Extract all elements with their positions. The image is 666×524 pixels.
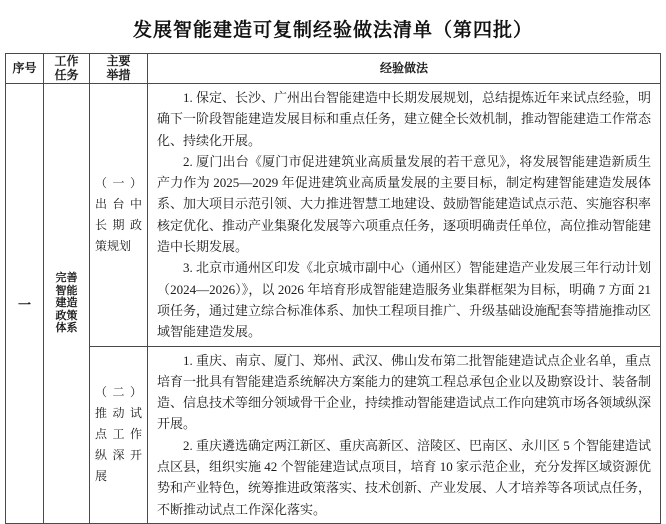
table-row-section-1	[6, 84, 661, 347]
task-line: 体系	[55, 322, 78, 335]
practice-cell-2	[148, 346, 661, 523]
task-line: 政策	[55, 309, 78, 322]
practice-paragraph: 1. 重庆、南京、厦门、郑州、武汉、佛山发布第二批智能建造试点企业名单，重点培育一批具有智能建造系统解决方案能力的建筑工程总承包企业以及勘察设计、装备制造、信息技术等细分领域骨干企业，持续推动智能建造试点工作向建筑市场各领域纵深开展。	[157, 352, 652, 432]
practice-paragraph: 2. 重庆遴选确定两江新区、重庆高新区、涪陵区、巴南区、永川区 5 个智能建造试点区县，组织实施 42 个智能建造试点项目，培育 10 家示范企业，充分发挥区域资源优势和产业特色，统筹推进政策落实、技术创新、产业发展、人才培养等各项试点任务，不断推动试点工作深化落实。	[157, 437, 652, 517]
header-index-label: 序号	[12, 60, 37, 75]
header-task-line: 工作	[54, 54, 79, 68]
table-row-section-2	[6, 346, 661, 523]
table-header-row	[6, 54, 661, 84]
practice-paragraph: 2. 厦门出台《厦门市促进建筑业高质量发展的若干意见》，将发展智能建造新质生产力作为 2025—2029 年促进建筑业高质量发展的主要目标，制定构建智能建造发展体系、加大项目示范引领、大力推进智慧工地建设、鼓励智能建造试点示范、实施容积率核定优化、推动产业集聚化发展等六项重点任务，逐项明确责任单位，高位推动智能建造中长期发展。	[157, 153, 652, 255]
header-task	[44, 54, 90, 84]
header-measure-line: 举措	[106, 67, 131, 82]
task-line: 智能	[55, 284, 78, 297]
practice-cell-1	[148, 84, 661, 347]
task-cell	[44, 84, 90, 524]
header-index	[6, 54, 44, 84]
measure-cell-1: （一）出台中长期政策规划	[90, 84, 148, 347]
index-value: 一	[17, 296, 31, 312]
header-practice-label: 经验做法	[379, 60, 428, 75]
practice-paragraph: 1. 保定、长沙、广州出台智能建造中长期发展规划，总结提炼近年来试点经验，明确下一阶段智能建造发展目标和重点任务，建立健全长效机制，推动智能建造工作常态化、持续化开展。	[157, 90, 652, 148]
index-cell	[6, 84, 44, 524]
task-line: 完善	[55, 272, 78, 285]
header-measure	[90, 54, 148, 84]
header-practice	[148, 54, 661, 84]
measure-cell-2: （二）推动试点工作纵深开展	[90, 346, 148, 523]
task-line: 建造	[55, 297, 78, 310]
page-title: 发展智能建造可复制经验做法清单（第四批）	[132, 20, 533, 41]
practice-paragraph: 3. 北京市通州区印发《北京城市副中心（通州区）智能建造产业发展三年行动计划（2024—2026）》，以 2026 年培育形成智能建造服务业集群框架为目标，明确 7 方面 21 项任务，通过建立综合标准体系、加快工程项目推广、升级基础设施配套等措施推动区域智能建造发展。	[157, 260, 652, 340]
header-task-line: 任务	[54, 67, 79, 82]
header-measure-line: 主要	[106, 54, 131, 68]
experience-practices-table	[5, 53, 661, 524]
